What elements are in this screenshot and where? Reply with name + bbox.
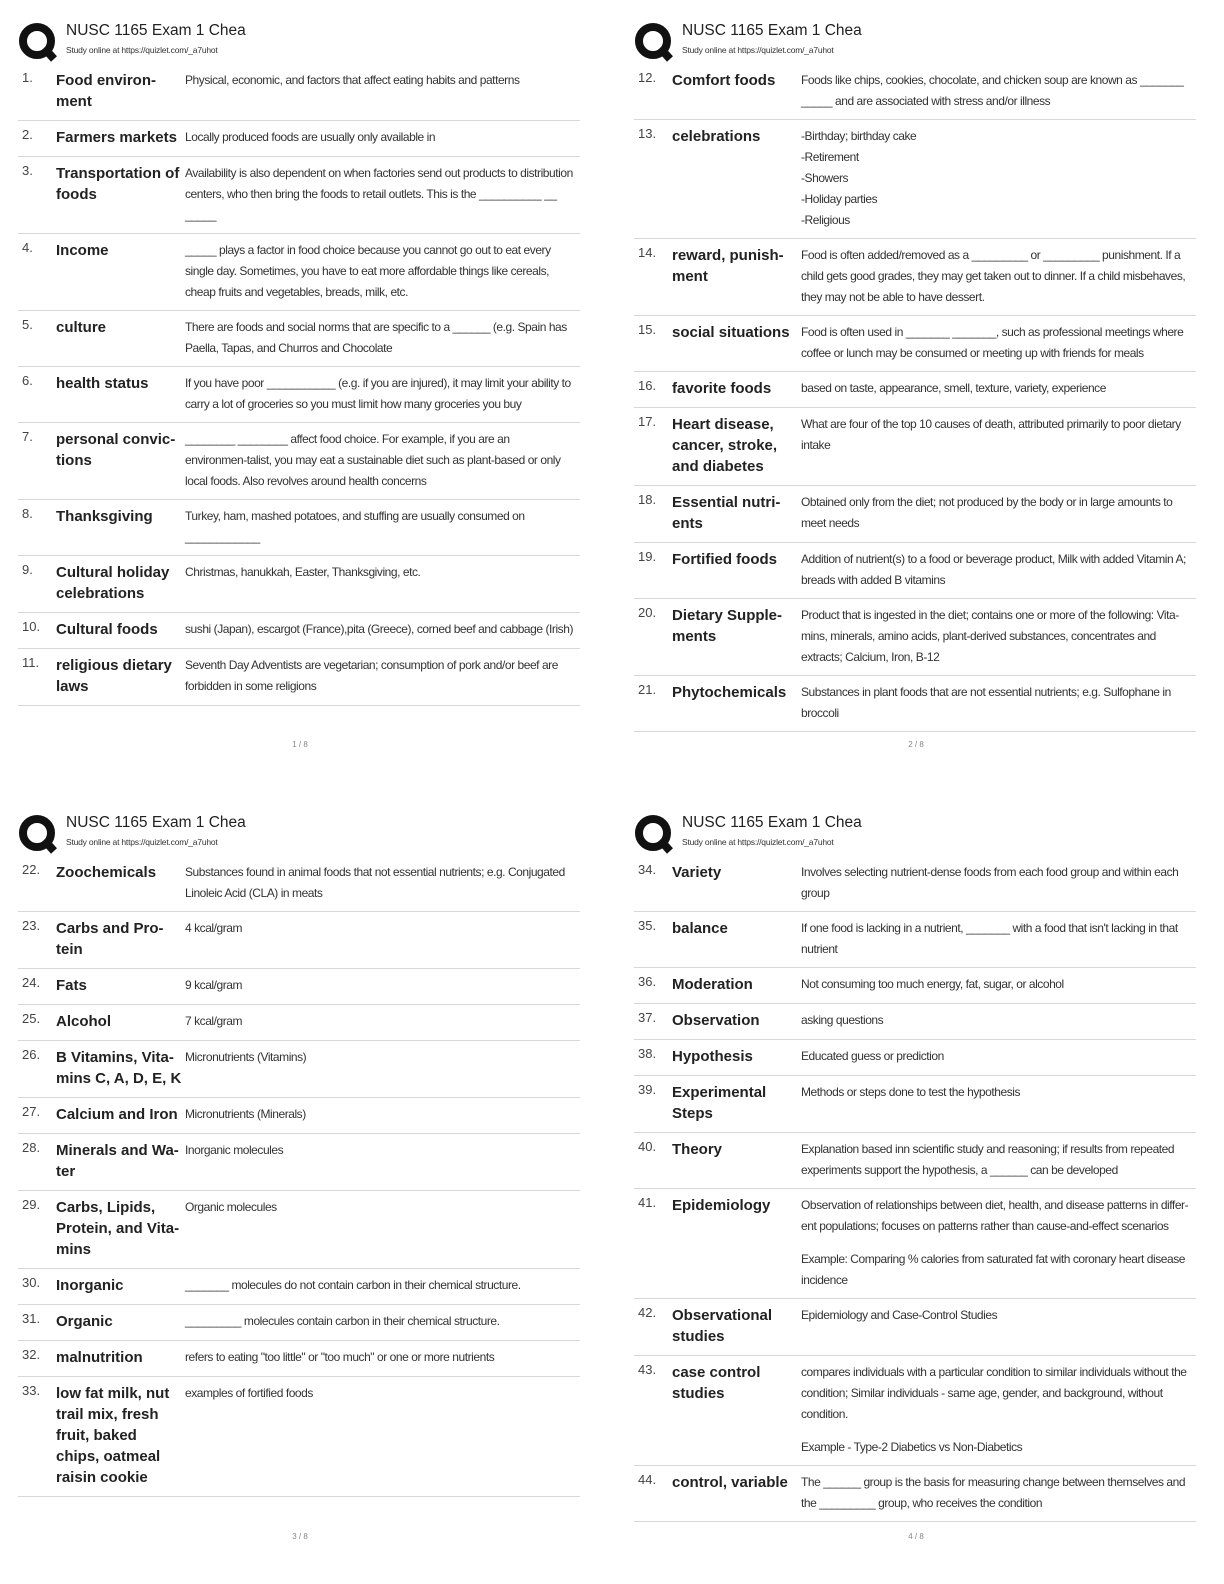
definition-line: Example: Comparing % calories from saturated fat with coronary heart disease incidence xyxy=(801,1252,1185,1287)
definition-line: -Showers xyxy=(801,171,849,185)
term-text: Observational studies xyxy=(672,1307,773,1345)
definition-text xyxy=(185,1275,574,1296)
term-text: balance xyxy=(672,920,728,937)
term-number: 10. xyxy=(22,619,41,634)
term-number: 21. xyxy=(638,682,657,697)
term-text: Phytochemicals xyxy=(672,684,787,701)
term-row xyxy=(634,1356,1196,1466)
term-text: B Vitamins, Vita-mins C, A, D, E, K xyxy=(56,1049,182,1087)
definition-text xyxy=(801,414,1190,456)
definition-text xyxy=(801,862,1190,904)
definition-text xyxy=(801,1139,1190,1181)
definition-text xyxy=(801,378,1190,399)
page-number: 1 / 8 xyxy=(292,740,308,749)
page-number: 4 / 8 xyxy=(908,1532,924,1541)
definition-line: sushi (Japan), escargot (France),pita (Greece), corned beef and cabbage (Irish) xyxy=(185,622,573,636)
definition-text xyxy=(185,1047,574,1068)
term-number: 25. xyxy=(22,1011,41,1026)
definition-text xyxy=(801,70,1190,112)
definition-line: Organic molecules xyxy=(185,1200,277,1214)
term-number: 15. xyxy=(638,322,657,337)
definition-text xyxy=(185,1104,574,1125)
definition-line: Locally produced foods are usually only available in xyxy=(185,130,436,144)
definition-text xyxy=(185,429,574,492)
term-text: Comfort foods xyxy=(672,72,776,89)
term-text: Income xyxy=(56,242,109,259)
term-text: Transportation of foods xyxy=(56,165,180,203)
definition-text xyxy=(185,127,574,148)
term-row xyxy=(634,1466,1196,1522)
term-number: 18. xyxy=(638,492,657,507)
document-title: NUSC 1165 Exam 1 Chea xyxy=(66,22,246,39)
term-number: 22. xyxy=(22,862,41,877)
definition-text xyxy=(801,605,1190,668)
definition-text xyxy=(185,1347,574,1368)
page-header xyxy=(16,812,586,856)
term-row xyxy=(18,856,580,912)
definition-text xyxy=(185,506,574,548)
term-row xyxy=(18,649,580,706)
page-header xyxy=(16,20,586,64)
document-title: NUSC 1165 Exam 1 Chea xyxy=(682,22,862,39)
paragraph-gap xyxy=(801,1425,1190,1437)
term-row xyxy=(634,912,1196,968)
definition-line: asking questions xyxy=(801,1013,884,1027)
definition-line: -Holiday parties xyxy=(801,192,878,206)
definition-line: Seventh Day Adventists are vegetarian; consumption of pork and/or beef are forbidden in some religions xyxy=(185,658,558,693)
definition-line: -Retirement xyxy=(801,150,859,164)
term-row xyxy=(18,1134,580,1191)
definition-line: _______ molecules do not contain carbon in their chemical structure. xyxy=(185,1278,521,1292)
term-text: Thanksgiving xyxy=(56,508,153,525)
term-row xyxy=(18,1269,580,1305)
definition-text xyxy=(185,862,574,904)
term-text: malnutrition xyxy=(56,1349,143,1366)
definition-text xyxy=(185,373,574,415)
definition-text xyxy=(801,918,1190,960)
term-text: Essential nutri-ents xyxy=(672,494,781,532)
term-row xyxy=(634,120,1196,239)
study-online-link[interactable]: Study online at https://quizlet.com/_a7uhot xyxy=(682,45,834,55)
term-text: Minerals and Wa-ter xyxy=(56,1142,179,1180)
definition-line: Substances in plant foods that are not essential nutrients; e.g. Sulfophane in broccoli xyxy=(801,685,1171,720)
term-text: control, variable xyxy=(672,1474,788,1491)
term-number: 27. xyxy=(22,1104,41,1119)
definition-line: _________ molecules contain carbon in their chemical structure. xyxy=(185,1314,500,1328)
term-number: 38. xyxy=(638,1046,657,1061)
page-number: 3 / 8 xyxy=(292,1532,308,1541)
term-row xyxy=(18,1191,580,1269)
document-title: NUSC 1165 Exam 1 Chea xyxy=(66,814,246,831)
definition-text xyxy=(801,682,1190,724)
definition-line: Food is often added/removed as a _________ or _________ punishment. If a child gets good grades, they may get taken out to dinner. If a child misbehaves, they may not be able to have dessert. xyxy=(801,248,1186,304)
term-row xyxy=(634,372,1196,408)
term-number: 20. xyxy=(638,605,657,620)
term-text: Dietary Supple-ments xyxy=(672,607,783,645)
term-number: 13. xyxy=(638,126,657,141)
definition-line: compares individuals with a particular condition to similar individuals without the condition; Similar individuals - same age, gender, and background, without condition. xyxy=(801,1365,1187,1421)
term-row xyxy=(18,121,580,157)
term-number: 2. xyxy=(22,127,33,142)
definition-line: 9 kcal/gram xyxy=(185,978,243,992)
term-row xyxy=(634,239,1196,316)
paragraph-gap xyxy=(801,1237,1190,1249)
term-number: 3. xyxy=(22,163,33,178)
definition-line: Micronutrients (Vitamins) xyxy=(185,1050,307,1064)
definition-text xyxy=(185,163,574,226)
term-row xyxy=(634,408,1196,486)
term-number: 35. xyxy=(638,918,657,933)
definition-text xyxy=(801,974,1190,995)
term-text: celebrations xyxy=(672,128,761,145)
page-number: 2 / 8 xyxy=(908,740,924,749)
term-number: 40. xyxy=(638,1139,657,1154)
definition-line: Availability is also dependent on when factories send out products to distribution centers, who then bring the foods to retail outlets. This is the __________ __ _____ xyxy=(185,166,573,222)
definition-line: refers to eating "too little" or "too much" or one or more nutrients xyxy=(185,1350,495,1364)
term-row xyxy=(634,1076,1196,1133)
term-row xyxy=(634,486,1196,543)
study-online-link[interactable]: Study online at https://quizlet.com/_a7uhot xyxy=(66,837,218,847)
definition-text xyxy=(801,492,1190,534)
definition-line: There are foods and social norms that are specific to a ______ (e.g. Spain has Paella, Tapas, and Churros and Chocolate xyxy=(185,320,567,355)
term-row xyxy=(634,316,1196,372)
term-text: health status xyxy=(56,375,149,392)
definition-text xyxy=(801,1305,1190,1326)
definition-line: Obtained only from the diet; not produced by the body or in large amounts to meet needs xyxy=(801,495,1173,530)
term-row xyxy=(18,157,580,234)
term-row xyxy=(634,856,1196,912)
definition-line: If you have poor ___________ (e.g. if you are injured), it may limit your ability to carry a lot of groceries so you must limit how many groceries you buy xyxy=(185,376,571,411)
quizlet-logo-icon xyxy=(18,814,58,854)
definition-text xyxy=(185,317,574,359)
term-number: 11. xyxy=(22,655,40,670)
term-row xyxy=(634,1004,1196,1040)
term-row xyxy=(634,543,1196,599)
definition-line: Product that is ingested in the diet; contains one or more of the following: Vita-mins, minerals, amino acids, plant-derived substances, concentrates and extracts; Calcium, Iron, B-12 xyxy=(801,608,1179,664)
document-title: NUSC 1165 Exam 1 Chea xyxy=(682,814,862,831)
term-text: Fortified foods xyxy=(672,551,777,568)
definition-line: Christmas, hanukkah, Easter, Thanksgiving, etc. xyxy=(185,565,421,579)
term-text: Variety xyxy=(672,864,722,881)
term-number: 30. xyxy=(22,1275,41,1290)
definition-line: Educated guess or prediction xyxy=(801,1049,944,1063)
term-text: Experimental Steps xyxy=(672,1084,767,1122)
term-row xyxy=(634,1040,1196,1076)
definition-text xyxy=(801,1472,1190,1514)
term-text: social situations xyxy=(672,324,790,341)
term-text: Food environ-ment xyxy=(56,72,156,110)
term-row xyxy=(18,64,580,121)
definition-text xyxy=(185,975,574,996)
term-row xyxy=(18,500,580,556)
term-text: Observation xyxy=(672,1012,760,1029)
term-number: 1. xyxy=(22,70,33,85)
term-text: Fats xyxy=(56,977,87,994)
definition-line: -Birthday; birthday cake xyxy=(801,129,917,143)
study-online-link[interactable]: Study online at https://quizlet.com/_a7uhot xyxy=(66,45,218,55)
term-text: Farmers markets xyxy=(56,129,177,146)
term-number: 34. xyxy=(638,862,657,877)
definition-line: If one food is lacking in a nutrient, _______ with a food that isn't lacking in that nutrient xyxy=(801,921,1178,956)
term-row xyxy=(18,1377,580,1497)
term-row xyxy=(634,676,1196,732)
term-row xyxy=(634,64,1196,120)
term-list xyxy=(634,64,1196,732)
term-row xyxy=(18,423,580,500)
term-number: 24. xyxy=(22,975,41,990)
term-number: 7. xyxy=(22,429,33,444)
term-text: Alcohol xyxy=(56,1013,111,1030)
definition-text xyxy=(801,1010,1190,1031)
term-number: 12. xyxy=(638,70,657,85)
term-number: 6. xyxy=(22,373,33,388)
term-row xyxy=(18,912,580,969)
definition-text xyxy=(185,562,574,583)
page-3 xyxy=(0,792,600,1572)
term-number: 42. xyxy=(638,1305,657,1320)
term-text: Inorganic xyxy=(56,1277,124,1294)
term-number: 5. xyxy=(22,317,33,332)
page-header xyxy=(632,812,1202,856)
definition-line: Involves selecting nutrient-dense foods from each food group and within each group xyxy=(801,865,1179,900)
term-row xyxy=(18,1341,580,1377)
term-text: low fat milk, nut trail mix, fresh fruit, baked chips, oatmeal raisin cookie xyxy=(56,1385,170,1486)
term-list xyxy=(18,856,580,1497)
term-number: 43. xyxy=(638,1362,657,1377)
term-row xyxy=(634,1133,1196,1189)
term-number: 32. xyxy=(22,1347,41,1362)
term-number: 8. xyxy=(22,506,33,521)
definition-text xyxy=(185,918,574,939)
definition-text xyxy=(185,655,574,697)
term-text: Organic xyxy=(56,1313,113,1330)
quizlet-logo-icon xyxy=(634,814,674,854)
term-number: 33. xyxy=(22,1383,41,1398)
term-text: Carbs, Lipids, Protein, and Vita-mins xyxy=(56,1199,180,1258)
definition-line: The ______ group is the basis for measuring change between themselves and the _________ group, who receives the condition xyxy=(801,1475,1186,1510)
quizlet-logo-icon xyxy=(634,22,674,62)
term-text: favorite foods xyxy=(672,380,772,397)
term-number: 39. xyxy=(638,1082,657,1097)
definition-line: What are four of the top 10 causes of death, attributed primarily to poor dietary intake xyxy=(801,417,1181,452)
term-text: Heart disease, cancer, stroke, and diabetes xyxy=(672,416,778,475)
definition-text xyxy=(801,322,1190,364)
term-number: 37. xyxy=(638,1010,657,1025)
definition-text xyxy=(185,1311,574,1332)
term-text: Cultural foods xyxy=(56,621,158,638)
definition-line: ________ ________ affect food choice. For example, if you are an environmen-talist, you may eat a sustainable diet such as plant-based or only local foods. Also revolves around health concerns xyxy=(185,432,561,488)
definition-line: Epidemiology and Case-Control Studies xyxy=(801,1308,998,1322)
definition-text xyxy=(801,245,1190,308)
term-text: Zoochemicals xyxy=(56,864,157,881)
term-number: 29. xyxy=(22,1197,41,1212)
term-number: 36. xyxy=(638,974,657,989)
definition-line: Food is often used in _______ _______, such as professional meetings where coffee or lunch may be consumed or meeting up with friends for meals xyxy=(801,325,1184,360)
term-text: reward, punish-ment xyxy=(672,247,784,285)
definition-line: Foods like chips, cookies, chocolate, and chicken soup are known as _______ _____ and are associated with stress and/or illness xyxy=(801,73,1184,108)
term-text: case control studies xyxy=(672,1364,761,1402)
term-row xyxy=(18,613,580,649)
definition-line: Not consuming too much energy, fat, sugar, or alcohol xyxy=(801,977,1064,991)
term-row xyxy=(18,1098,580,1134)
definition-text xyxy=(801,126,1190,231)
term-text: Theory xyxy=(672,1141,723,1158)
definition-text xyxy=(801,1195,1190,1291)
term-number: 41. xyxy=(638,1195,657,1210)
term-row xyxy=(634,1299,1196,1356)
definition-text xyxy=(185,1383,574,1404)
page-4 xyxy=(616,792,1216,1572)
term-text: religious dietary laws xyxy=(56,657,172,695)
term-row xyxy=(634,599,1196,676)
definition-line: Addition of nutrient(s) to a food or beverage product, Milk with added Vitamin A; breads with added B vitamins xyxy=(801,552,1186,587)
definition-line: Inorganic molecules xyxy=(185,1143,284,1157)
term-number: 17. xyxy=(638,414,657,429)
term-number: 23. xyxy=(22,918,41,933)
definition-line: based on taste, appearance, smell, texture, variety, experience xyxy=(801,381,1106,395)
term-number: 26. xyxy=(22,1047,41,1062)
definition-text xyxy=(801,1082,1190,1103)
definition-line: Explanation based inn scientific study and reasoning; if results from repeated experiments support the hypothesis, a ______ can be developed xyxy=(801,1142,1175,1177)
term-row xyxy=(18,234,580,311)
definition-text xyxy=(185,1140,574,1161)
term-number: 16. xyxy=(638,378,657,393)
term-row xyxy=(18,969,580,1005)
definition-line: examples of fortified foods xyxy=(185,1386,313,1400)
definition-line: 7 kcal/gram xyxy=(185,1014,243,1028)
definition-text xyxy=(185,1011,574,1032)
definition-line: Observation of relationships between diet, health, and disease patterns in differ-ent populations; focuses on patterns rather than cause-and-effect scenarios xyxy=(801,1198,1189,1233)
definition-text xyxy=(185,619,574,640)
definition-text xyxy=(185,240,574,303)
term-row xyxy=(634,1189,1196,1299)
term-number: 44. xyxy=(638,1472,657,1487)
definition-text xyxy=(801,549,1190,591)
term-text: Moderation xyxy=(672,976,753,993)
definition-line: Example - Type-2 Diabetics vs Non-Diabetics xyxy=(801,1440,1023,1454)
term-text: Cultural holiday celebrations xyxy=(56,564,170,602)
page-2 xyxy=(616,0,1216,780)
definition-text xyxy=(185,1197,574,1218)
definition-line: Methods or steps done to test the hypothesis xyxy=(801,1085,1021,1099)
definition-line: _____ plays a factor in food choice because you cannot go out to eat every single day. Sometimes, you have to eat more affordable things like cereals, cheap fruits and vegetables, breads, milk, etc. xyxy=(185,243,551,299)
term-number: 14. xyxy=(638,245,657,260)
term-number: 19. xyxy=(638,549,657,564)
term-row xyxy=(18,367,580,423)
page-1 xyxy=(0,0,600,780)
definition-text xyxy=(801,1362,1190,1458)
page-header xyxy=(632,20,1202,64)
definition-text xyxy=(801,1046,1190,1067)
definition-line: Micronutrients (Minerals) xyxy=(185,1107,306,1121)
term-text: Calcium and Iron xyxy=(56,1106,178,1123)
definition-line: Physical, economic, and factors that affect eating habits and patterns xyxy=(185,73,520,87)
term-row xyxy=(18,1041,580,1098)
study-online-link[interactable]: Study online at https://quizlet.com/_a7uhot xyxy=(682,837,834,847)
term-text: Carbs and Pro-tein xyxy=(56,920,164,958)
definition-line: -Religious xyxy=(801,213,850,227)
term-row xyxy=(18,556,580,613)
term-text: culture xyxy=(56,319,107,336)
definition-line: Turkey, ham, mashed potatoes, and stuffing are usually consumed on ____________ xyxy=(185,509,525,544)
definition-line: Substances found in animal foods that not essential nutrients; e.g. Conjugated Linoleic Acid (CLA) in meats xyxy=(185,865,565,900)
term-row xyxy=(634,968,1196,1004)
term-number: 28. xyxy=(22,1140,41,1155)
term-text: Hypothesis xyxy=(672,1048,753,1065)
definition-line: 4 kcal/gram xyxy=(185,921,243,935)
term-text: Epidemiology xyxy=(672,1197,771,1214)
definition-text xyxy=(185,70,574,91)
term-number: 9. xyxy=(22,562,33,577)
quizlet-logo-icon xyxy=(18,22,58,62)
term-row xyxy=(18,311,580,367)
term-list xyxy=(634,856,1196,1522)
term-list xyxy=(18,64,580,706)
term-text: personal convic-tions xyxy=(56,431,176,469)
term-number: 31. xyxy=(22,1311,41,1326)
term-row xyxy=(18,1305,580,1341)
term-row xyxy=(18,1005,580,1041)
term-number: 4. xyxy=(22,240,33,255)
